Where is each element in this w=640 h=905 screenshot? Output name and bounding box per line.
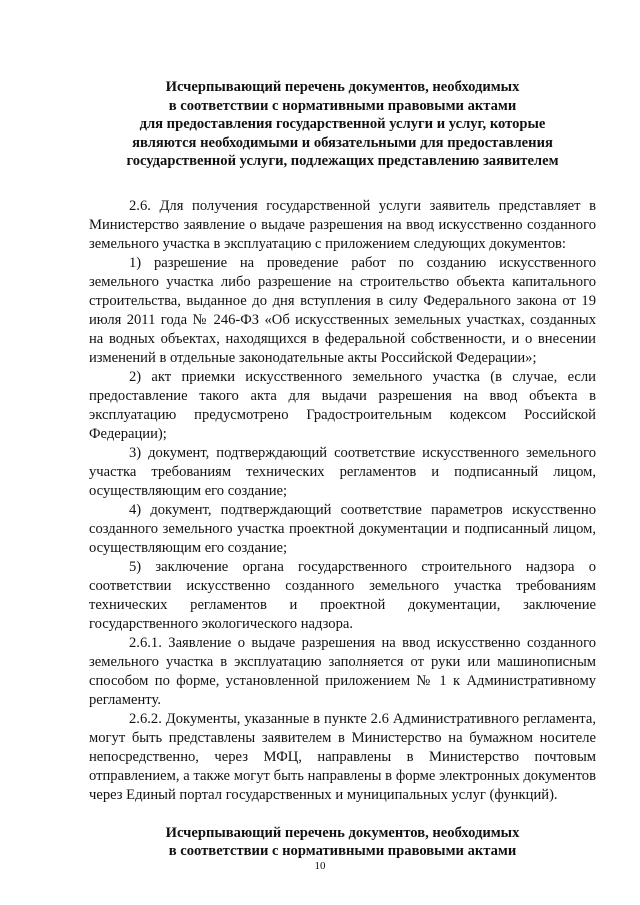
page-number: 10 (314, 860, 326, 872)
section-heading (89, 78, 596, 171)
heading-line: в соответствии с нормативными правовыми актами (168, 843, 517, 859)
list-item-4: 4) документ, подтверждающий соответствие параметров искусственно созданного земельного участка проектной документации и подписанный лицом, осуществляющим его создание; (89, 501, 596, 556)
paragraph-2-6-1: 2.6.1. Заявление о выдаче разрешения на ввод искусственно созданного земельного участка в эксплуатацию заполняется от руки или машинописным способом по форме, установленной приложением № 1 к Административному регламенту. (89, 634, 596, 708)
heading-line: Исчерпывающий перечень документов, необходимых (165, 824, 520, 841)
list-item-3: 3) документ, подтверждающий соответствие искусственного земельного участка требованиям технических регламентов и подписанный лицом, осуществляющим его создание; (89, 444, 596, 499)
heading-line: Исчерпывающий перечень документов, необходимых (165, 79, 520, 95)
section-heading-next (89, 824, 596, 861)
body-text (89, 197, 596, 805)
document-page (89, 78, 596, 861)
list-item-2: 2) акт приемки искусственного земельного участка (в случае, если предоставление такого акта для выдачи разрешения на ввод объекта в эксплуатацию предусмотрено Градостроительным кодексом Российской Федерации); (89, 368, 596, 442)
heading-line: государственной услуги, подлежащих представлению заявителем (126, 153, 559, 169)
list-item-5: 5) заключение органа государственного строительного надзора о соответствии искусственно созданного земельного участка требованиям технических регламентов и проектной документации, заключение государственного экологического надзора. (89, 558, 596, 632)
heading-line: в соответствии с нормативными правовыми актами (168, 97, 517, 114)
paragraph-2-6-2: 2.6.2. Документы, указанные в пункте 2.6 Административного регламента, могут быть представлены заявителем в Министерство на бумажном носителе непосредственно, через МФЦ, направлены в Министерство почтовым отправлением, а также могут быть направлены в форме электронных документов через Единый портал государственных и муниципальных услуг (функций). (89, 710, 596, 803)
paragraph-2-6: 2.6. Для получения государственной услуги заявитель представляет в Министерство заявление о выдаче разрешения на ввод искусственно созданного земельного участка в эксплуатацию с приложением следующих документов: (89, 197, 596, 252)
list-item-1: 1) разрешение на проведение работ по созданию искусственного земельного участка либо разрешение на строительство объекта капитального строительства, выданное до дня вступления в силу Федерального закона от 19 июля 2011 года № 246-ФЗ «Об искусственных земельных участках, созданных на водных объектах, находящихся в федеральной собственности, и о внесении изменений в отдельные законодательные акты Российской Федерации»; (89, 254, 596, 366)
heading-line: являются необходимыми и обязательными для предоставления (132, 134, 553, 151)
heading-line: для предоставления государственной услуги и услуг, которые (139, 116, 546, 132)
